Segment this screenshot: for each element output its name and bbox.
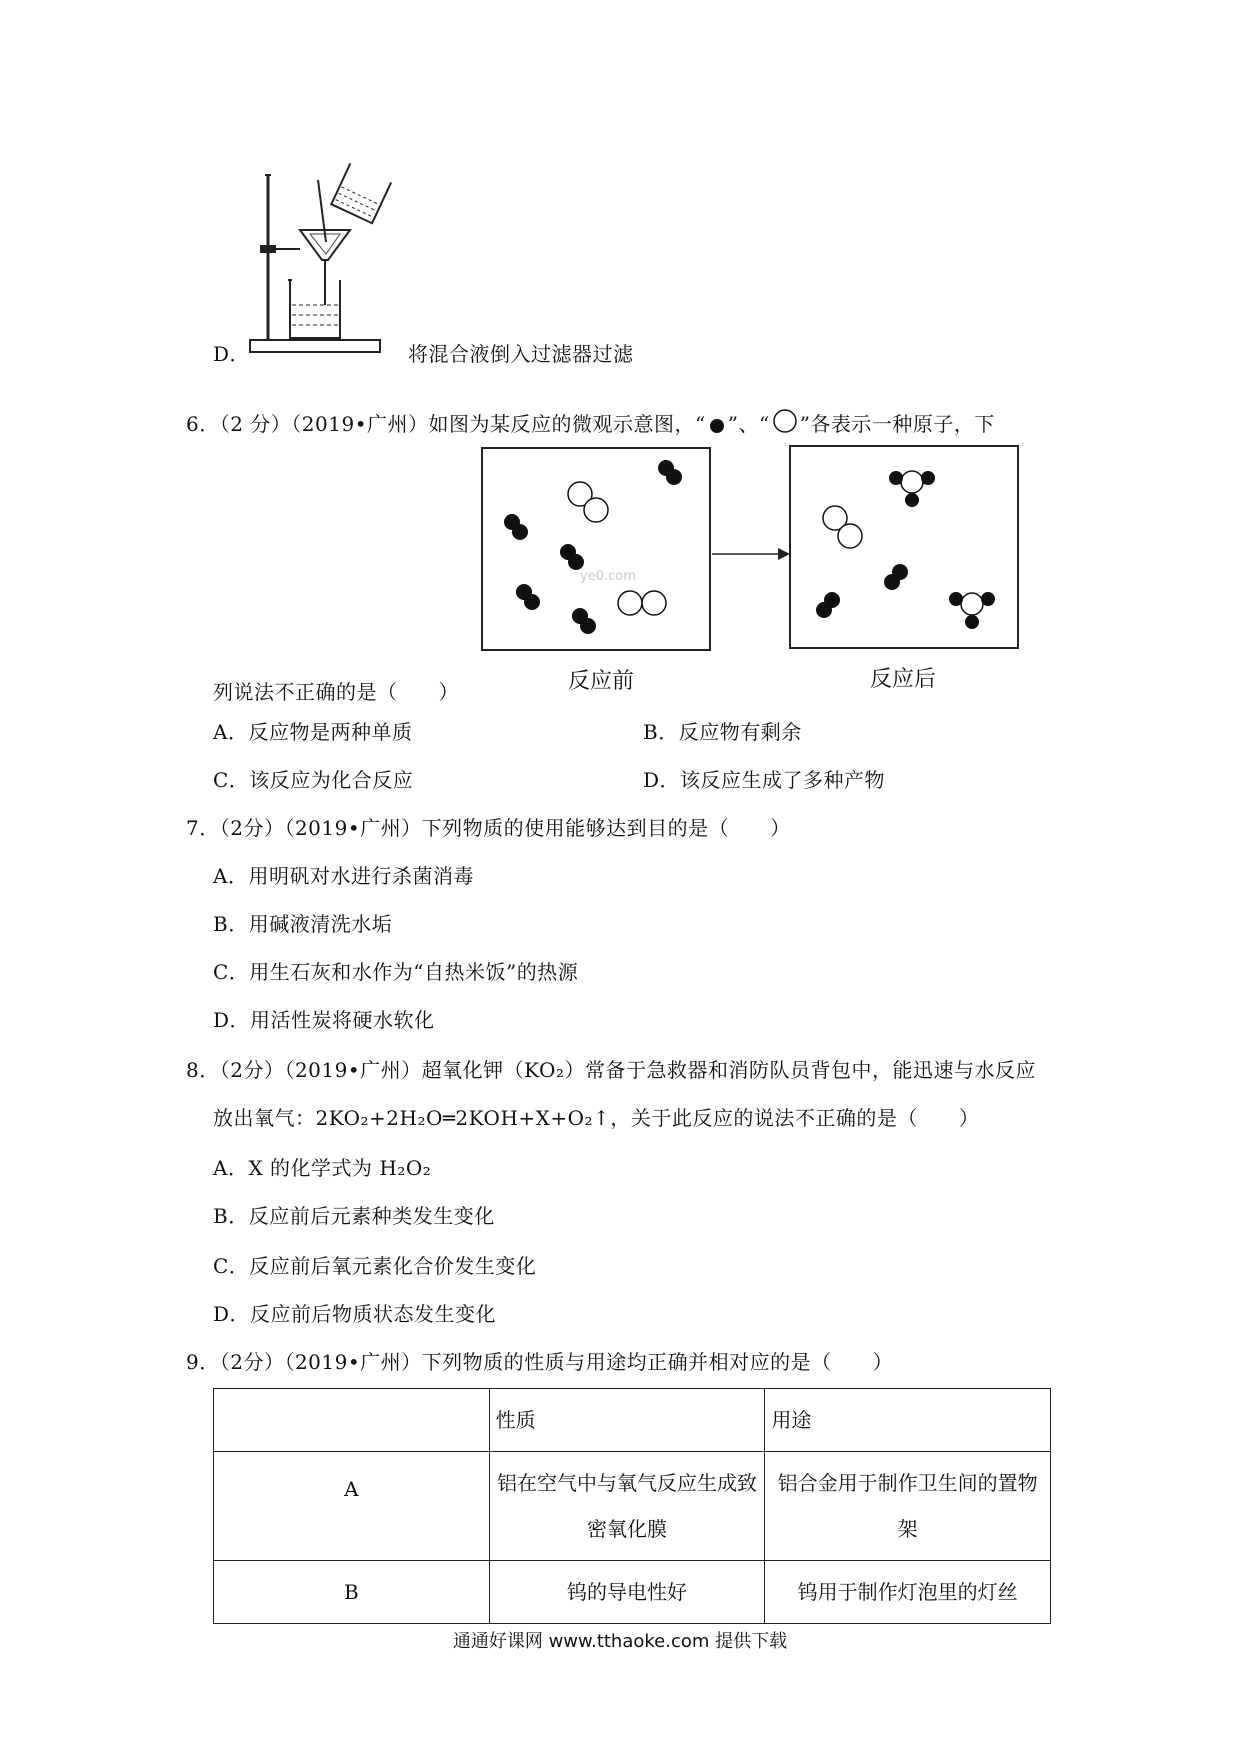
header-cell-property: 性质 xyxy=(489,1389,765,1452)
black-molecule xyxy=(560,544,584,570)
row-label: B xyxy=(214,1561,490,1624)
table-header-row xyxy=(214,1389,1051,1452)
black-molecule xyxy=(516,584,540,610)
q8-stem-line2: 放出氧气：2KO₂+2H₂O═2KOH+X+O₂↑，关于此反应的说法不正确的是（ ） xyxy=(213,1106,980,1130)
white-atom-icon xyxy=(770,409,800,435)
q9-stem: 9．（2分）（2019•广州）下列物质的性质与用途均正确并相对应的是（ ） xyxy=(186,1350,894,1374)
reaction-microscopic-diagram xyxy=(480,444,1020,694)
arrow-icon xyxy=(778,548,790,560)
black-molecule xyxy=(572,608,596,634)
header-cell-blank xyxy=(214,1389,490,1452)
q8-option-b: B．反应前后元素种类发生变化 xyxy=(213,1204,495,1228)
label-before-reaction: 反应前 xyxy=(568,669,635,694)
white-molecule xyxy=(823,506,862,548)
q5-option-d-text: 将混合液倒入过滤器过滤 xyxy=(408,342,634,366)
q9-table xyxy=(213,1388,1051,1624)
q8-stem-line1: 8．（2分）（2019•广州）超氧化钾（KO₂）常备于急救器和消防队员背包中，能迅速与水反应 xyxy=(186,1058,1036,1082)
white-molecule xyxy=(618,591,666,615)
black-molecule xyxy=(884,564,908,590)
q6-stem xyxy=(186,408,995,437)
q6-stem-suffix: ”各表示一种原子，下 xyxy=(799,412,995,436)
q6-stem-continued: 列说法不正确的是（ ） xyxy=(213,680,459,704)
q6-option-d: D．该反应生成了多种产物 xyxy=(643,768,886,792)
q7-option-d: D．用活性炭将硬水软化 xyxy=(213,1008,435,1032)
q6-stem-prefix: 6．（2 分）（2019•广州）如图为某反应的微观示意图，“ xyxy=(186,412,706,436)
black-molecule xyxy=(504,514,528,540)
q8-option-c: C．反应前后氧元素化合价发生变化 xyxy=(213,1254,537,1278)
row-property: 钨的导电性好 xyxy=(489,1561,765,1624)
footer-source: 通通好课网 www.tthaoke.com 提供下载 xyxy=(452,1631,788,1652)
label-after-reaction: 反应后 xyxy=(870,667,937,692)
q7-option-a: A．用明矾对水进行杀菌消毒 xyxy=(213,864,474,888)
filtration-apparatus-figure xyxy=(230,160,410,360)
header-cell-use: 用途 xyxy=(765,1389,1051,1452)
q6-option-b: B．反应物有剩余 xyxy=(643,720,802,744)
q6-option-a: A．反应物是两种单质 xyxy=(213,720,413,744)
watermark: ye0.com xyxy=(580,569,636,584)
table-row xyxy=(214,1452,1051,1561)
black-molecule xyxy=(816,592,840,618)
q7-option-c: C．用生石灰和水作为“自热米饭”的热源 xyxy=(213,960,579,984)
black-atom-icon xyxy=(706,418,728,434)
black-molecule xyxy=(658,460,682,485)
q6-option-c: C．该反应为化合反应 xyxy=(213,768,414,792)
row-label: A xyxy=(214,1452,490,1561)
q8-option-d: D．反应前后物质状态发生变化 xyxy=(213,1302,497,1326)
row-property: 铝在空气中与氧气反应生成致密氧化膜 xyxy=(489,1452,765,1561)
table-row xyxy=(214,1561,1051,1624)
q5-option-d-letter: D． xyxy=(213,342,251,366)
q7-stem: 7．（2分）（2019•广州）下列物质的使用能够达到目的是（ ） xyxy=(186,816,791,840)
row-use: 铝合金用于制作卫生间的置物架 xyxy=(765,1452,1051,1561)
q6-stem-mid: ”、“ xyxy=(727,412,770,436)
row-use: 钨用于制作灯泡里的灯丝 xyxy=(765,1561,1051,1624)
product-molecule xyxy=(889,471,935,507)
product-molecule xyxy=(949,592,995,629)
white-molecule xyxy=(568,482,608,522)
q7-option-b: B．用碱液清洗水垢 xyxy=(213,912,393,936)
q8-option-a: A．X 的化学式为 H₂O₂ xyxy=(213,1156,432,1180)
